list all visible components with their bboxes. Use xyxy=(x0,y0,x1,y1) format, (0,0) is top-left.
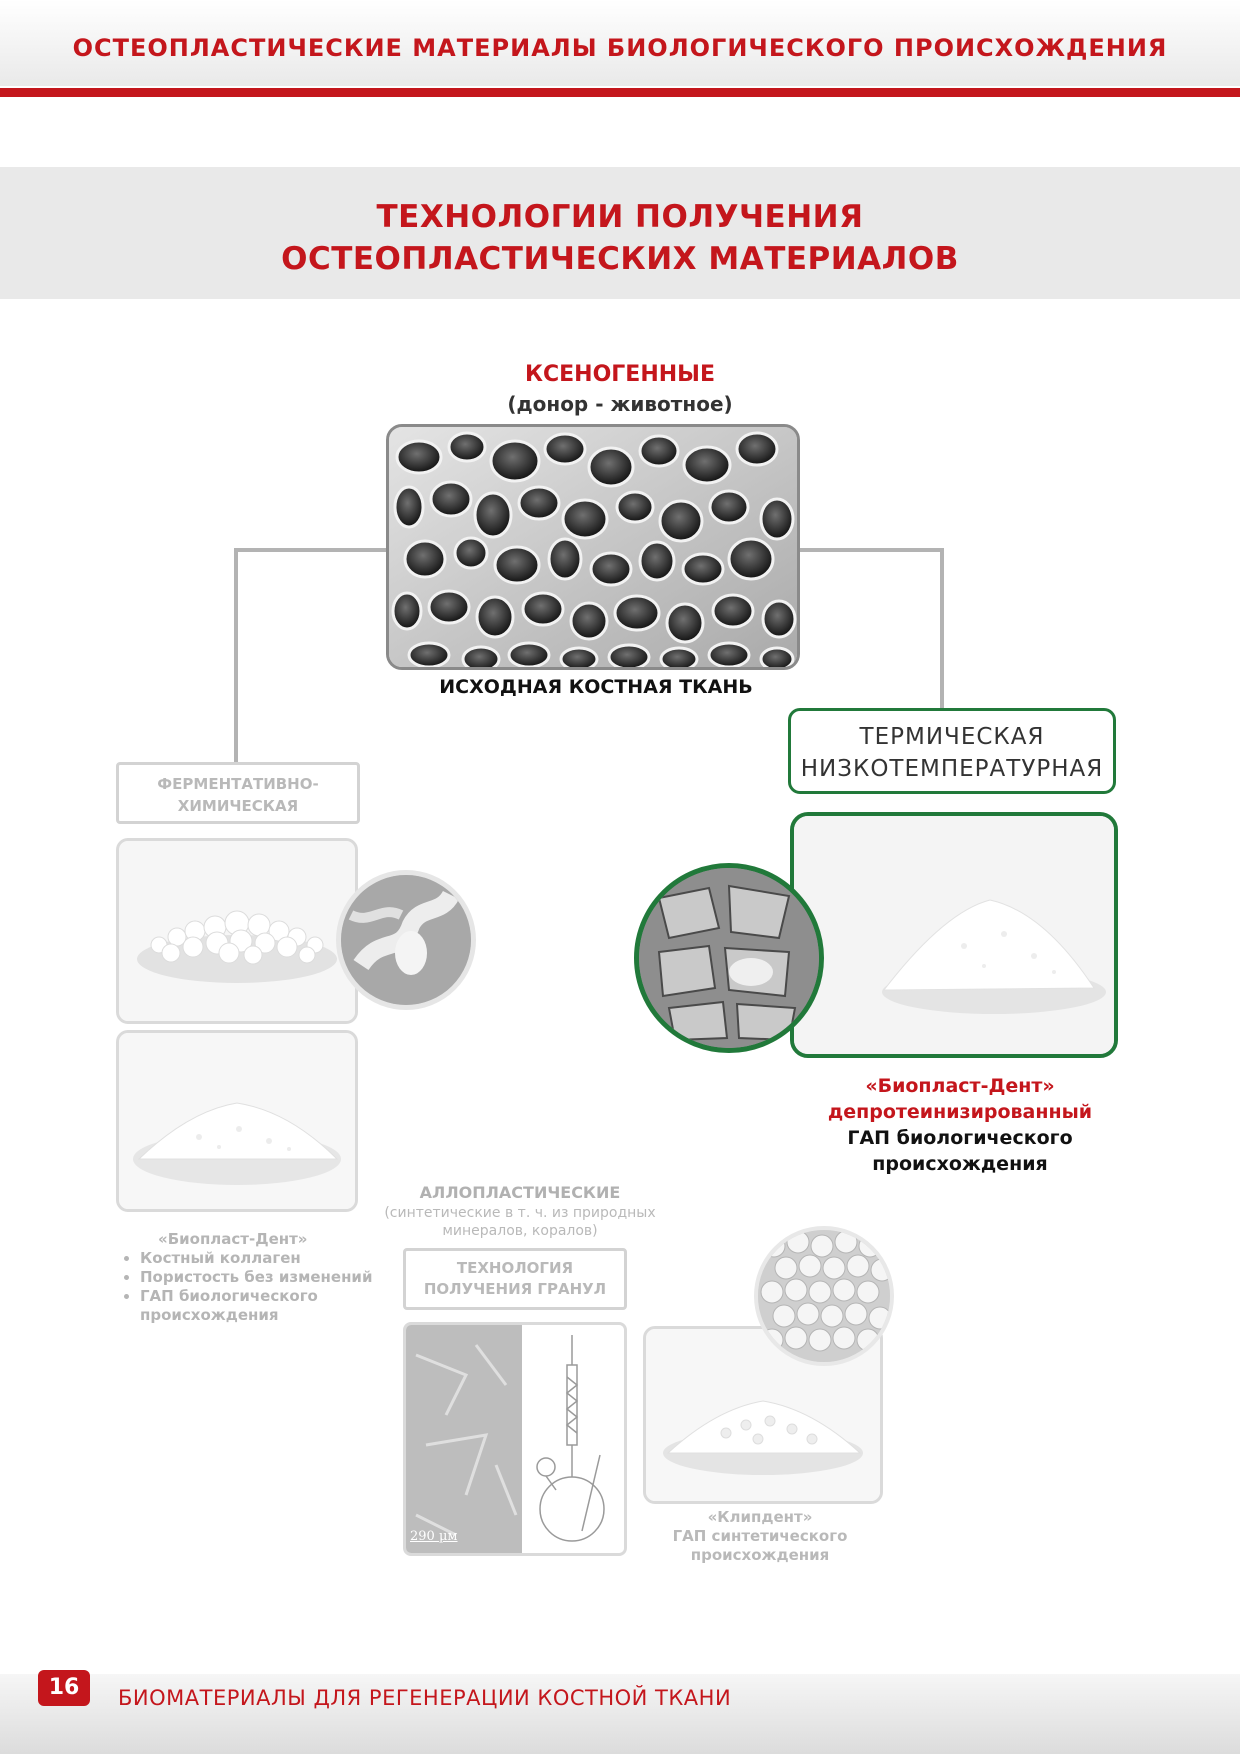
granules-technology-box xyxy=(403,1248,627,1310)
list-item: • Костный коллаген xyxy=(140,1249,378,1268)
bioplast-left-list xyxy=(118,1249,378,1325)
collagen-micro-circle xyxy=(336,870,476,1010)
list-item: • ГАП биологического происхождения xyxy=(140,1287,378,1325)
clipdent-description xyxy=(640,1508,880,1565)
header-title: ОСТЕОПЛАСТИЧЕСКИЕ МАТЕРИАЛЫ БИОЛОГИЧЕСКОГО ПРОИСХОЖДЕНИЯ xyxy=(72,34,1168,62)
clipdent-micro-image xyxy=(758,1230,890,1362)
enzymatic-line2: ХИМИЧЕСКАЯ xyxy=(177,797,299,815)
bioplast-right-name: «Биопласт-Дент» xyxy=(865,1075,1055,1097)
granules-technology-photo xyxy=(403,1322,627,1556)
granules-apparatus-image xyxy=(406,1325,624,1553)
bone-tissue-image xyxy=(386,424,800,670)
list-item: • Пористость без изменений xyxy=(140,1268,378,1287)
collagen-granules-image xyxy=(119,841,355,1021)
thermal-method-box xyxy=(788,708,1116,794)
page-title-line2: ОСТЕОПЛАСТИЧЕСКИХ МАТЕРИАЛОВ xyxy=(281,241,959,277)
bioplast-right-line2: депротеинизированный xyxy=(827,1101,1093,1123)
enzymatic-method-box xyxy=(116,762,360,824)
bioplast-powder-image xyxy=(119,1033,355,1209)
thermal-line2: НИЗКОТЕМПЕРАТУРНАЯ xyxy=(800,756,1104,782)
collagen-micro-image xyxy=(341,875,471,1005)
xenogenic-subtitle: (донор - животное) xyxy=(507,392,733,416)
bone-tissue-texture xyxy=(389,427,799,669)
thermal-line1: ТЕРМИЧЕСКАЯ xyxy=(859,724,1045,750)
bioplast-right-line4: происхождения xyxy=(872,1153,1048,1175)
bioplast-left-description xyxy=(118,1230,378,1325)
clipdent-micro-circle xyxy=(754,1226,894,1366)
bioplast-powder-photo xyxy=(116,1030,358,1212)
bioplast-right-description xyxy=(790,1073,1130,1177)
alloplastic-title: АЛЛОПЛАСТИЧЕСКИЕ xyxy=(419,1183,621,1202)
page-title-line1: ТЕХНОЛОГИИ ПОЛУЧЕНИЯ xyxy=(376,199,864,235)
alloplastic-subtitle xyxy=(370,1204,670,1240)
bioplast-right-line3: ГАП биологического xyxy=(847,1127,1073,1149)
alloplastic-sub2: минералов, коралов) xyxy=(442,1223,598,1239)
clipdent-line3: происхождения xyxy=(690,1546,830,1564)
granules-line1: ТЕХНОЛОГИЯ xyxy=(456,1259,574,1277)
footer-title: БИОМАТЕРИАЛЫ ДЛЯ РЕГЕНЕРАЦИИ КОСТНОЙ ТКАНИ xyxy=(118,1686,732,1710)
connector-right xyxy=(798,550,942,708)
hap-micro-image xyxy=(639,868,819,1048)
page-number: 16 xyxy=(38,1670,90,1706)
collagen-granules-photo xyxy=(116,838,358,1024)
scale-bar-label: 290 µм xyxy=(410,1529,458,1544)
clipdent-line2: ГАП синтетического xyxy=(672,1527,848,1545)
bioplast-left-name: «Биопласт-Дент» xyxy=(158,1230,308,1248)
connector-left xyxy=(236,550,388,762)
deproteinized-powder-photo xyxy=(790,812,1118,1058)
hap-micro-circle xyxy=(634,863,824,1053)
enzymatic-line1: ФЕРМЕНТАТИВНО- xyxy=(157,775,319,793)
clipdent-name: «Клипдент» xyxy=(707,1508,813,1526)
deproteinized-powder-image xyxy=(794,816,1114,1054)
granules-line2: ПОЛУЧЕНИЯ ГРАНУЛ xyxy=(423,1280,607,1298)
xenogenic-title: КСЕНОГЕННЫЕ xyxy=(525,362,715,387)
bone-tissue-caption: ИСХОДНАЯ КОСТНАЯ ТКАНЬ xyxy=(439,676,753,698)
alloplastic-sub1: (синтетические в т. ч. из природных xyxy=(384,1205,656,1221)
